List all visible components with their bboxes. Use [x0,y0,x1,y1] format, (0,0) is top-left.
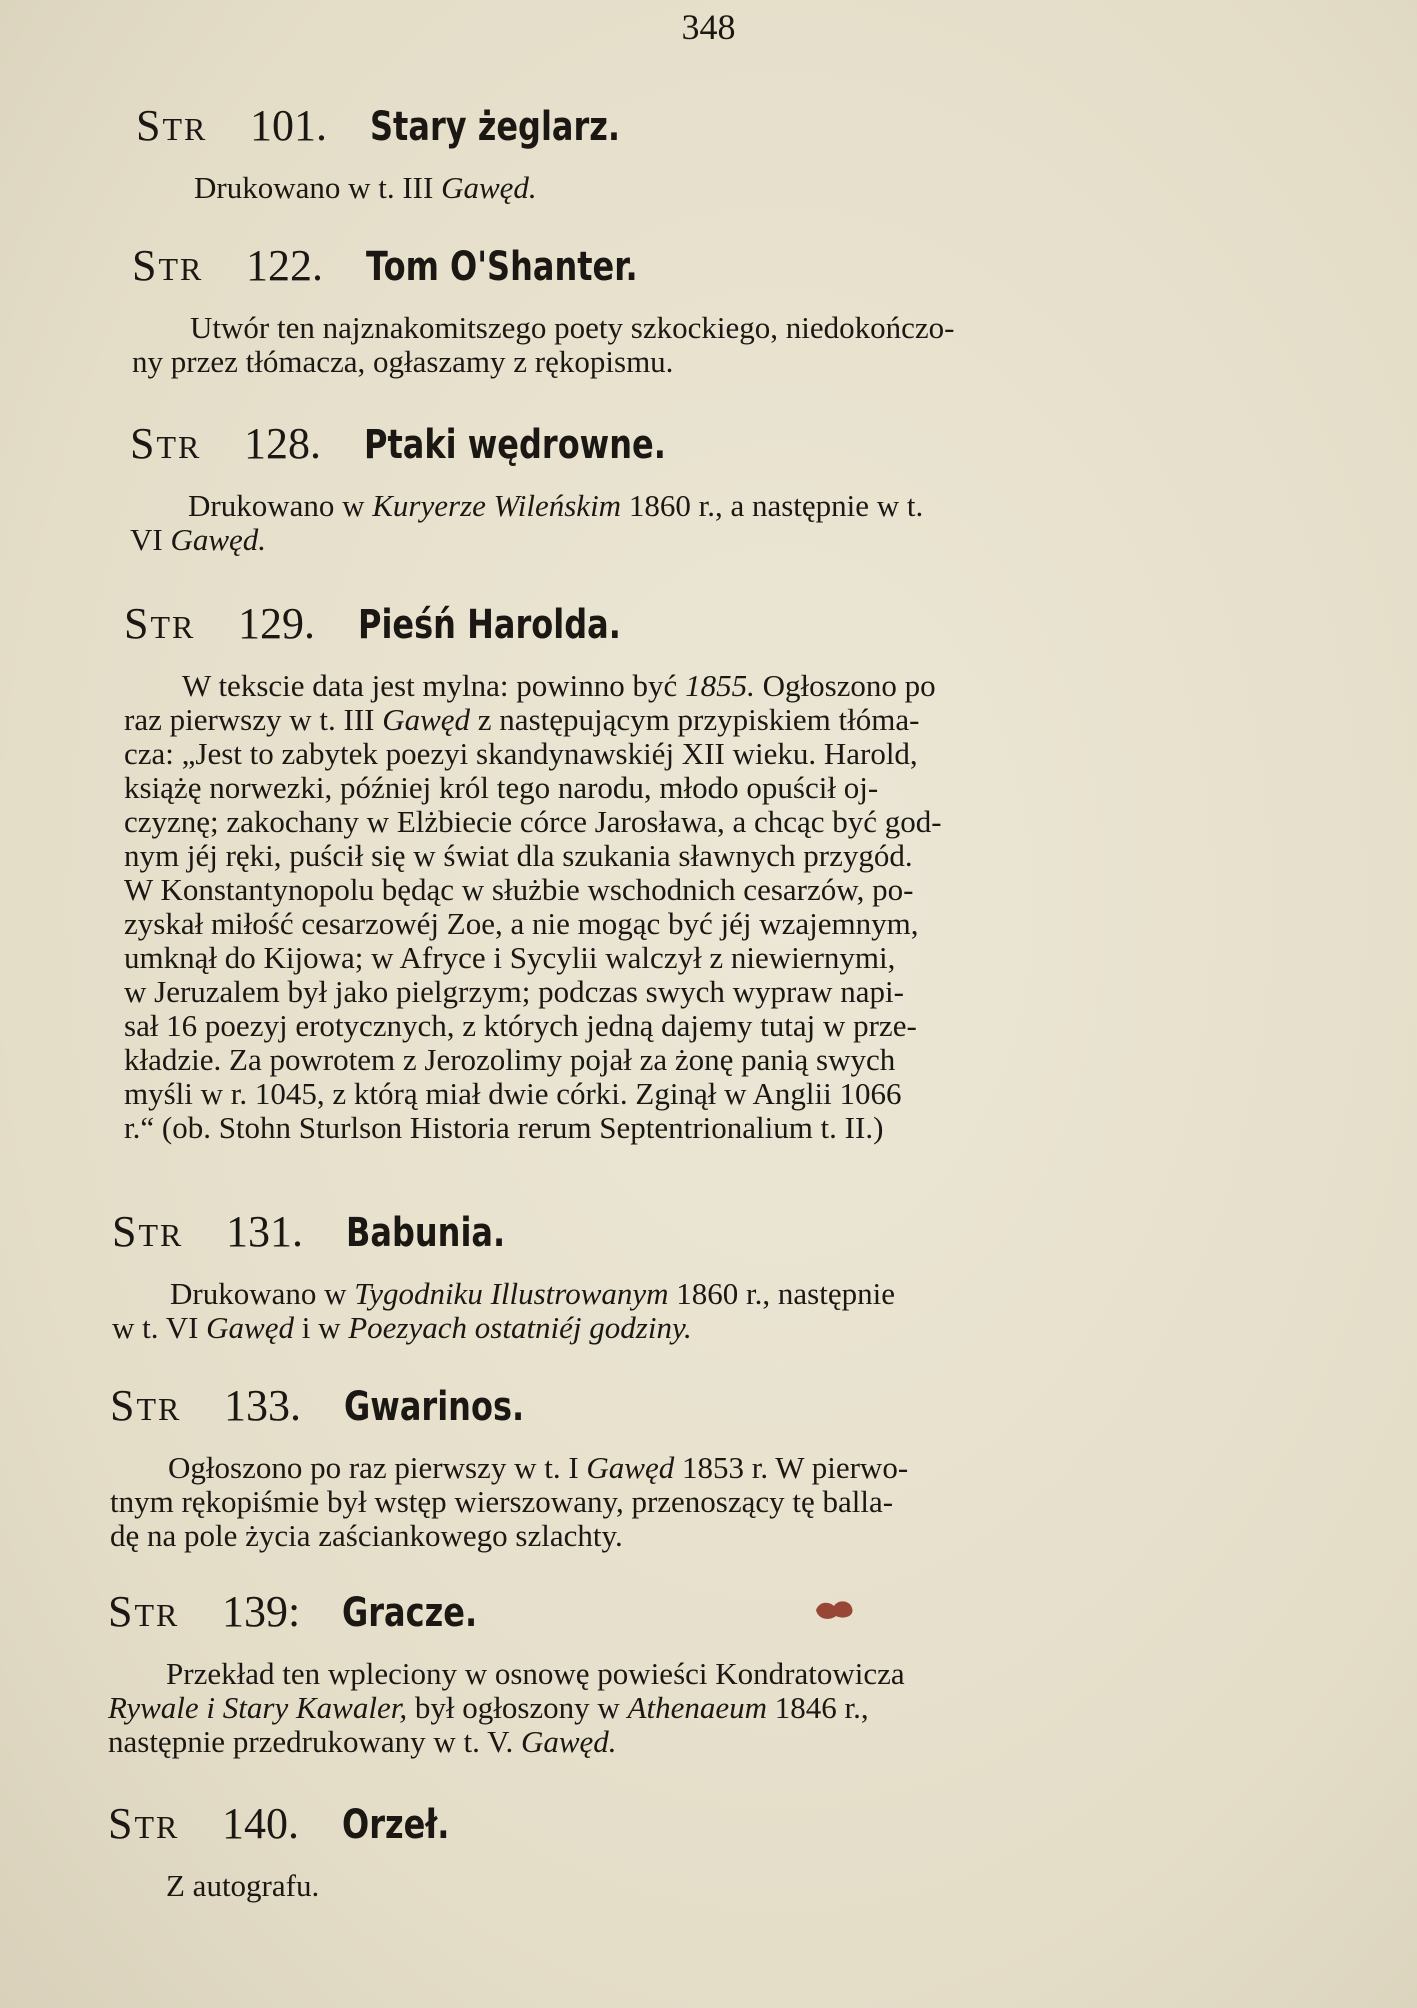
entry-note [112,1277,1334,1345]
entry-label-rest: TR [162,111,208,147]
entry-heading [136,100,1330,151]
italic-title: Gawęd [206,1310,294,1345]
entry-title: Ptaki wędrowne. [364,422,666,468]
entry-page-number: 140. [222,1799,299,1848]
note-line: cza: „Jest to zabytek poezyi skandynawskiéj XII wieku. Harold, [124,736,918,771]
entry-label [110,1380,224,1431]
entry-label-rest: TR [134,1597,180,1633]
entry-label-rest: TR [136,1391,182,1427]
note-entry [130,418,1336,557]
note-entry [110,1380,1334,1553]
note-line: czyznę; zakochany w Elżbiecie córce Jarosława, a chcąc być god- [124,804,942,839]
entry-label-initial: S [110,1381,137,1430]
entry-label-rest: TR [138,1217,184,1253]
entry-page-number: 139: [222,1587,301,1636]
italic-title: Athenaeum [627,1690,767,1725]
note-line: tnym rękopiśmie był wstęp wierszowany, przenoszący tę balla- [110,1484,894,1519]
italic-title: Gawęd. [441,170,537,205]
entry-label-initial: S [124,599,151,648]
entry-label-rest: TR [150,609,196,645]
note-entry [132,240,1336,379]
note-line: w t. VI Gawęd i w Poezyach ostatniéj godziny. [112,1310,692,1345]
entry-label-rest: TR [158,251,204,287]
entry-heading [108,1586,1334,1637]
italic-title: Gawęd. [520,1724,617,1759]
note-line: Drukowano w Tygodniku Illustrowanym 1860 r., następnie [170,1276,895,1311]
note-line: VI Gawęd. [130,522,267,557]
italic-title: Gawęd. [170,522,267,557]
entry-label-rest: TR [156,429,202,465]
entry-label [136,100,250,151]
entry-label [108,1586,222,1637]
entry-label-initial: S [136,101,163,150]
entry-heading [112,1206,1334,1257]
note-line: zyskał miłość cesarzowéj Zoe, a nie mogąc być jéj wzajemnym, [124,906,919,941]
note-entry [124,598,1338,1145]
note-line: myśli w r. 1045, z którą miał dwie córki. Zginął w Anglii 1066 [124,1076,902,1111]
entry-title: Gracze. [342,1590,478,1636]
page-number: 348 [681,7,736,47]
entry-page-number: 122. [246,241,323,290]
entry-note [108,1869,1334,1903]
note-entry [108,1586,1334,1759]
entry-heading [110,1380,1334,1431]
italic-title: Gawęd [382,702,471,737]
note-line: kładzie. Za powrotem z Jerozolimy pojał za żonę panią swych [124,1042,896,1077]
entry-title: Orzeł. [342,1802,450,1848]
note-line: ny przez tłómacza, ogłaszamy z rękopismu. [132,344,674,379]
entry-title: Gwarinos. [344,1384,525,1430]
note-line: Ogłoszono po raz pierwszy w t. I Gawęd 1853 r. W pierwo- [168,1450,909,1485]
entry-note [136,171,1330,205]
note-line: sał 16 poezyj erotycznych, z których jedną dajemy tutaj w prze- [124,1008,917,1043]
entry-label-rest: TR [134,1809,180,1845]
ink-stain [812,1596,856,1622]
entry-page-number: 129. [238,599,315,648]
note-line: raz pierwszy w t. III Gawęd z następującym przypiskiem tłóma- [124,702,920,737]
note-line: Rywale i Stary Kawaler, był ogłoszony w Athenaeum 1846 r., [108,1690,869,1725]
entry-title: Tom O'Shanter. [366,244,638,290]
italic-title: Rywale i Stary Kawaler, [108,1690,408,1725]
italic-title: Kuryerze Wileńskim [372,488,622,523]
entry-heading [124,598,1338,649]
note-line: Drukowano w Kuryerze Wileńskim 1860 r., a następnie w t. [188,488,924,523]
italic-title: Gawęd [586,1450,675,1485]
entry-label [130,418,244,469]
entry-heading [132,240,1336,291]
entry-title: Stary żeglarz. [370,104,621,150]
entry-page-number: 133. [224,1381,301,1430]
entry-label [132,240,246,291]
entry-label [108,1798,222,1849]
italic-title: Tygodniku Illustrowanym [354,1276,669,1311]
note-entry [112,1206,1334,1345]
entry-note [130,489,1336,557]
entry-note [110,1451,1334,1553]
note-entry [136,100,1330,205]
entry-note [124,669,1338,1145]
note-line: W Konstantynopolu będąc w służbie wschodnich cesarzów, po- [124,872,914,907]
note-line: W tekscie data jest mylna: powinno być 1855. Ogłoszono po [182,668,936,703]
entry-label [124,598,238,649]
note-entry [108,1798,1334,1903]
note-line: w Jeruzalem był jako pielgrzym; podczas swych wypraw napi- [124,974,904,1009]
italic-title: 1855. [685,668,755,703]
entry-title: Pieśń Harolda. [358,602,621,648]
entry-page-number: 128. [244,419,321,468]
entry-page-number: 131. [226,1207,303,1256]
note-line: następnie przedrukowany w t. V. Gawęd. [108,1724,617,1759]
note-line: Przekład ten wpleciony w osnowę powieści Kondratowicza [166,1656,905,1691]
entry-label-initial: S [108,1799,135,1848]
note-line: Utwór ten najznakomitszego poety szkockiego, niedokończo- [190,310,955,345]
note-line: Drukowano w t. III Gawęd. [194,170,537,205]
note-line: r.“ (ob. Stohn Sturlson Historia rerum Septentrionalium t. II.) [124,1110,884,1145]
note-line: nym jéj ręki, puścił się w świat dla szukania sławnych przygód. [124,838,913,873]
note-line: dę na pole życia zaściankowego szlachty. [110,1518,623,1553]
entry-label-initial: S [112,1207,139,1256]
entry-note [108,1657,1334,1759]
entry-heading [108,1798,1334,1849]
entry-label [112,1206,226,1257]
entry-title: Babunia. [346,1210,506,1256]
italic-title: Poezyach ostatniéj godziny. [348,1310,692,1345]
entry-page-number: 101. [250,101,327,150]
entry-label-initial: S [132,241,159,290]
entry-heading [130,418,1336,469]
entry-label-initial: S [130,419,157,468]
note-line: Z autografu. [166,1868,320,1903]
entry-label-initial: S [108,1587,135,1636]
note-line: książę norwezki, później król tego narodu, młodo opuścił oj- [124,770,879,805]
note-line: umknął do Kijowa; w Afryce i Sycylii walczył z niewiernymi, [124,940,896,975]
entry-note [132,311,1336,379]
